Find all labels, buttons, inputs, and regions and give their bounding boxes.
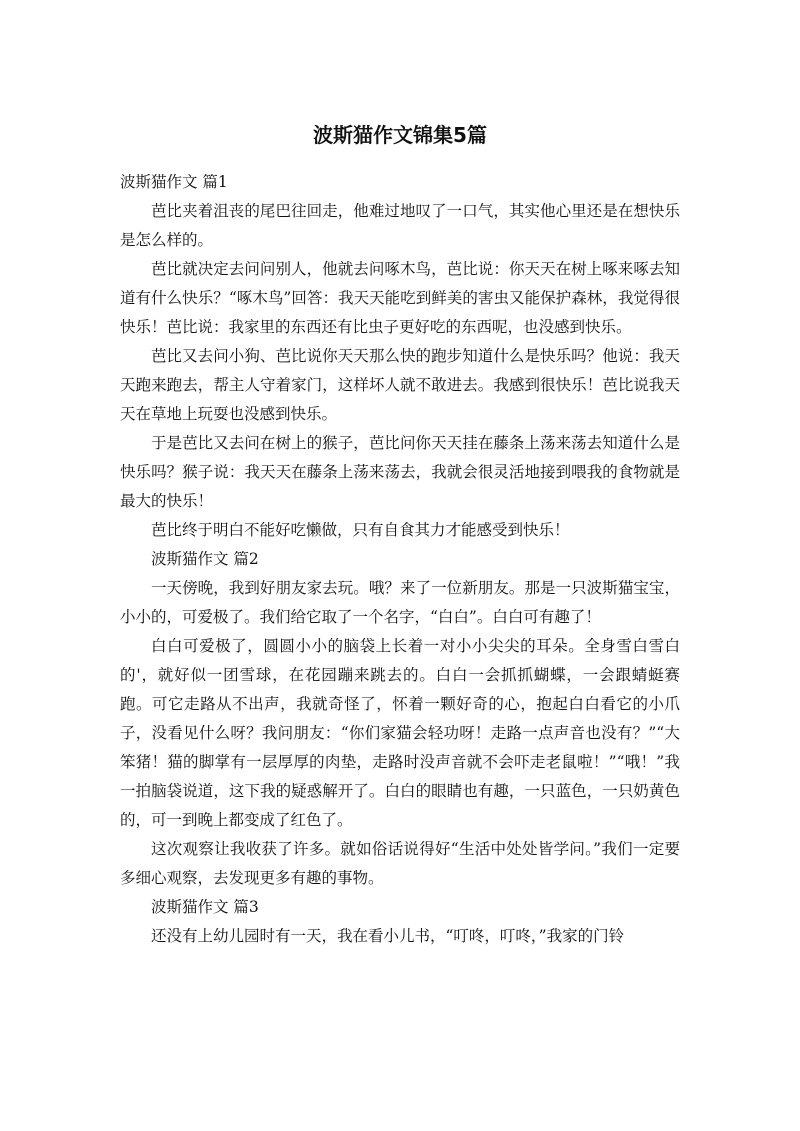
paragraph: 这次观察让我收获了许多。就如俗话说得好“生活中处处皆学问。”我们一定要多细心观察，去发现更多有趣的事物。 xyxy=(120,840,680,887)
section-heading: 波斯猫作文 篇3 xyxy=(151,898,259,916)
paragraph: 芭比夹着沮丧的尾巴往回走，他难过地叹了一口气，其实他心里还是在想快乐是怎么样的。 xyxy=(120,202,680,249)
document-title: 波斯猫作文锦集5篇 xyxy=(313,123,487,147)
section-heading: 波斯猫作文 篇2 xyxy=(151,550,259,568)
paragraph: 芭比就决定去问问别人，他就去问啄木鸟，芭比说：你天天在树上啄来啄去知道有什么快乐？“啄木鸟”回答：我天天能吃到鲜美的害虫又能保护森林，我觉得很快乐！芭比说：我家里的东西还有比虫子更好吃的东西呢，也没感到快乐。 xyxy=(120,260,680,336)
paragraph: 于是芭比又去问在树上的猴子，芭比问你天天挂在藤条上荡来荡去知道什么是快乐吗？猴子说：我天天在藤条上荡来荡去，我就会很灵活地接到喂我的食物就是最大的快乐！ xyxy=(120,434,680,510)
section-heading: 波斯猫作文 篇1 xyxy=(120,173,228,191)
paragraph: 芭比又去问小狗、芭比说你天天那么快的跑步知道什么是快乐吗？他说：我天天跑来跑去，帮主人守着家门，这样坏人就不敢进去。我感到很快乐！芭比说我天天在草地上玩耍也没感到快乐。 xyxy=(120,347,680,423)
paragraph: 还没有上幼儿园时有一天，我在看小儿书，“叮咚，叮咚，”我家的门铃 xyxy=(151,927,625,945)
section-3 xyxy=(120,893,680,951)
paragraph: 芭比终于明白不能好吃懒做，只有自食其力才能感受到快乐！ xyxy=(151,521,570,539)
section-1 xyxy=(120,168,680,545)
paragraph: 一天傍晚，我到好朋友家去玩。哦？来了一位新朋友。那是一只波斯猫宝宝，小小的，可爱极了。我们给它取了一个名字，“白白”。白白可有趣了！ xyxy=(120,579,680,626)
paragraph: 白白可爱极了，圆圆小小的脑袋上长着一对小小尖尖的耳朵。全身雪白雪白的'，就好似一团雪球，在花园蹦来跳去的。白白一会抓抓蝴蝶，一会跟蜻蜓赛跑。可它走路从不出声，我就奇怪了，怀着一颗好奇的心，抱起白白看它的小爪子，没看见什么呀？我问朋友：“你们家猫会轻功呀！走路一点声音也没有？”“大笨猪！猫的脚掌有一层厚厚的肉垫，走路时没声音就不会吓走老鼠啦！”“哦！”我一拍脑袋说道，这下我的疑惑解开了。白白的眼睛也有趣，一只蓝色，一只奶黄色的，可一到晚上都变成了红色了。 xyxy=(120,637,680,829)
section-2 xyxy=(120,545,680,893)
